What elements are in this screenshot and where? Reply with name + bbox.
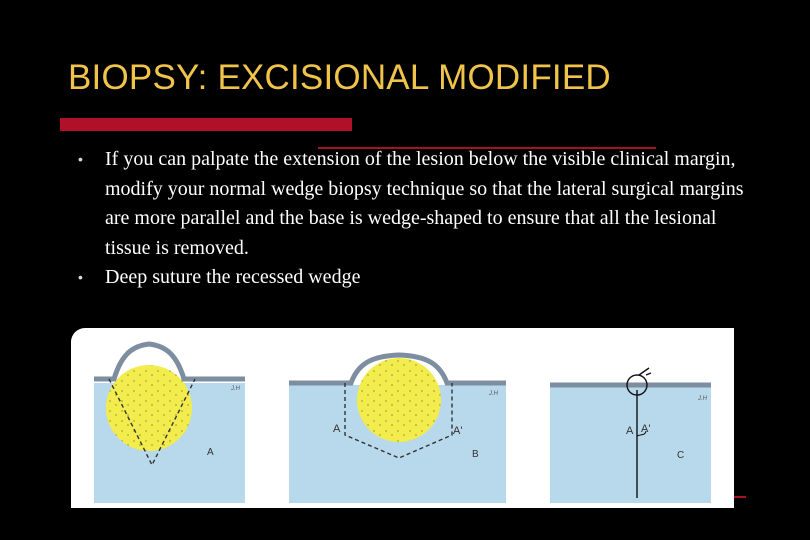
- bullet-icon: •: [78, 269, 83, 285]
- biopsy-diagram: [71, 328, 734, 508]
- artist-initials: J.H: [698, 396, 707, 402]
- panel-label-a: A: [207, 447, 214, 458]
- biopsy-illustration: [71, 328, 734, 508]
- slide-title: BIOPSY: EXCISIONAL MODIFIED: [68, 58, 611, 97]
- bullet-text: If you can palpate the extension of the lesion below the visible clinical margin, modify your normal wedge biopsy technique so that the lateral surgical margins are more parallel and the base is wedge-shaped to ensure that all the lesional tissue is removed.: [105, 148, 744, 259]
- bullet-list: [78, 145, 758, 293]
- panel-label-b: B: [472, 449, 479, 460]
- bullet-text: Deep suture the recessed wedge: [105, 266, 361, 288]
- tissue-layer: [550, 385, 711, 503]
- lesion: [357, 358, 441, 442]
- figure-accent-line: [734, 496, 746, 498]
- panel-c: [550, 368, 711, 503]
- artist-initials: J.H: [489, 391, 498, 397]
- title-accent-bar: [60, 118, 352, 131]
- bullet-icon: •: [78, 151, 83, 167]
- suture-tail: [639, 368, 651, 375]
- lesion: [106, 365, 192, 451]
- bullet-item: [78, 145, 758, 263]
- panel-a: [94, 344, 245, 503]
- panel-label-c: C: [677, 450, 685, 461]
- margin-label-a-prime: A': [453, 425, 463, 437]
- margin-label-a: A: [333, 423, 341, 435]
- margin-label-a-prime: A': [641, 423, 651, 435]
- panel-b: [289, 355, 506, 503]
- artist-initials: J.H: [231, 386, 240, 392]
- bullet-item: [78, 263, 758, 293]
- margin-label-a: A: [626, 425, 634, 437]
